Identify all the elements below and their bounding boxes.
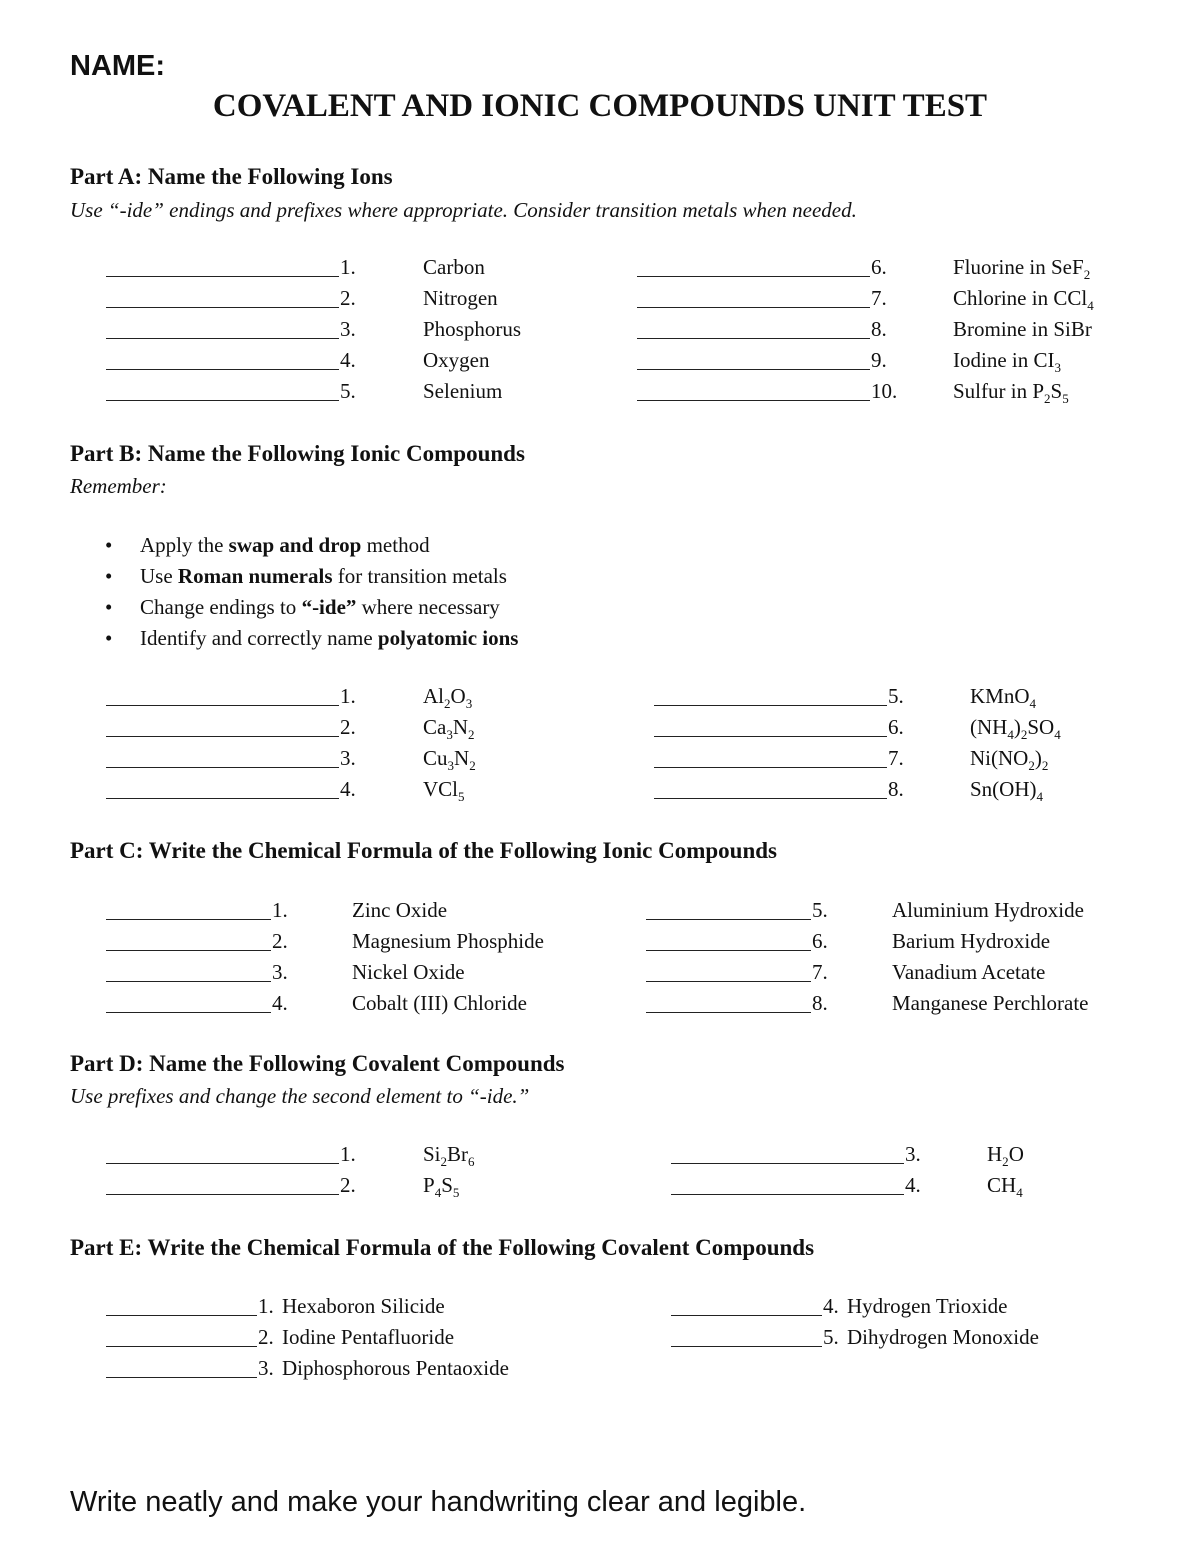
question-prompt: Aluminium Hydroxide xyxy=(892,898,1084,922)
answer-blank[interactable] xyxy=(106,683,339,706)
part-b-instructions: Remember: xyxy=(70,474,167,498)
question-prompt: Nickel Oxide xyxy=(352,960,465,984)
answer-blank[interactable] xyxy=(106,1172,339,1195)
answer-blank[interactable] xyxy=(106,285,339,308)
question-prompt: $Cu_3N_2$ xyxy=(423,746,476,774)
question-number: 1. xyxy=(258,1294,274,1318)
reminder-item: • Identify and correctly name polyatomic ions xyxy=(105,623,518,654)
answer-blank[interactable] xyxy=(671,1293,822,1316)
question-prompt: Nitrogen xyxy=(423,286,498,310)
question-number: 8. xyxy=(812,991,828,1015)
question-number: 6. xyxy=(871,255,887,279)
question-number: 1. xyxy=(340,684,356,708)
answer-blank[interactable] xyxy=(106,745,339,768)
question-number: 4. xyxy=(272,991,288,1015)
question-prompt: Manganese Perchlorate xyxy=(892,991,1089,1015)
question-prompt: $CH_4$ xyxy=(987,1173,1023,1201)
question-number: 9. xyxy=(871,348,887,372)
part-e-heading: Part E: Write the Chemical Formula of the Following Covalent Compounds xyxy=(70,1235,815,1260)
question-number: 2. xyxy=(340,715,356,739)
question-number: 3. xyxy=(340,746,356,770)
question-number: 1. xyxy=(340,1142,356,1166)
question-prompt: $Sn(OH)_4$ xyxy=(970,777,1044,805)
answer-blank[interactable] xyxy=(106,714,339,737)
question-number: 8. xyxy=(871,317,887,341)
part-a-heading: Part A: Name the Following Ions xyxy=(70,164,393,189)
question-prompt: Cobalt (III) Chloride xyxy=(352,991,527,1015)
question-number: 6. xyxy=(888,715,904,739)
question-prompt: $(NH_4)_2SO_4$ xyxy=(970,715,1061,743)
question-prompt: Iodine in $CI_3$ xyxy=(953,348,1061,376)
question-prompt: Oxygen xyxy=(423,348,490,372)
question-number: 5. xyxy=(812,898,828,922)
question-prompt: VCl$_5$ xyxy=(423,777,465,805)
answer-blank[interactable] xyxy=(646,897,811,920)
name-label: NAME: xyxy=(70,50,166,82)
answer-blank[interactable] xyxy=(637,378,870,401)
answer-blank[interactable] xyxy=(106,1324,257,1347)
question-prompt: Zinc Oxide xyxy=(352,898,448,922)
question-number: 10. xyxy=(871,379,898,403)
part-d-heading: Part D: Name the Following Covalent Compounds xyxy=(70,1051,565,1076)
reminder-item: • Apply the swap and drop method xyxy=(105,530,518,561)
answer-blank[interactable] xyxy=(671,1141,904,1164)
question-number: 7. xyxy=(871,286,887,310)
question-number: 5. xyxy=(340,379,356,403)
answer-blank[interactable] xyxy=(106,776,339,799)
question-prompt: Chlorine in CCl$_4$ xyxy=(953,286,1094,314)
question-prompt: Vanadium Acetate xyxy=(892,960,1046,984)
answer-blank[interactable] xyxy=(106,316,339,339)
answer-blank[interactable] xyxy=(637,316,870,339)
question-number: 3. xyxy=(258,1356,274,1380)
answer-blank[interactable] xyxy=(106,959,271,982)
part-c-heading: Part C: Write the Chemical Formula of the Following Ionic Compounds xyxy=(70,838,778,863)
answer-blank[interactable] xyxy=(106,1141,339,1164)
reminder-item: • Change endings to “-ide” where necessary xyxy=(105,592,518,623)
question-number: 4. xyxy=(340,348,356,372)
page-title: COVALENT AND IONIC COMPOUNDS UNIT TEST xyxy=(212,88,988,124)
question-prompt: KMnO$_4$ xyxy=(970,684,1037,712)
question-number: 4. xyxy=(905,1173,921,1197)
question-prompt: $Al_2O_3$ xyxy=(423,684,473,712)
question-number: 4. xyxy=(340,777,356,801)
answer-blank[interactable] xyxy=(654,745,887,768)
question-prompt: $Ca_3N_2$ xyxy=(423,715,475,743)
part-b-reminders xyxy=(105,530,518,654)
question-prompt: Barium Hydroxide xyxy=(892,929,1051,953)
answer-blank[interactable] xyxy=(106,347,339,370)
question-prompt: Carbon xyxy=(423,255,485,279)
question-prompt: Magnesium Phosphide xyxy=(352,929,544,953)
part-a-instructions: Use “-ide” endings and prefixes where appropriate. Consider transition metals when needed. xyxy=(70,198,857,222)
part-b-heading: Part B: Name the Following Ionic Compounds xyxy=(70,441,525,466)
question-number: 1. xyxy=(272,898,288,922)
question-prompt: Selenium xyxy=(423,379,503,403)
question-number: 5. xyxy=(888,684,904,708)
answer-blank[interactable] xyxy=(106,1293,257,1316)
question-number: 3. xyxy=(340,317,356,341)
question-prompt: $P_4S_5$ xyxy=(423,1173,460,1201)
answer-blank[interactable] xyxy=(654,776,887,799)
question-number: 1. xyxy=(340,255,356,279)
answer-blank[interactable] xyxy=(106,254,339,277)
answer-blank[interactable] xyxy=(654,714,887,737)
answer-blank[interactable] xyxy=(106,897,271,920)
answer-blank[interactable] xyxy=(654,683,887,706)
answer-blank[interactable] xyxy=(106,1355,257,1378)
answer-blank[interactable] xyxy=(637,285,870,308)
question-number: 8. xyxy=(888,777,904,801)
question-number: 6. xyxy=(812,929,828,953)
answer-blank[interactable] xyxy=(671,1172,904,1195)
question-prompt: Phosphorus xyxy=(423,317,522,341)
question-number: 2. xyxy=(258,1325,274,1349)
question-prompt: Dihydrogen Monoxide xyxy=(847,1325,1039,1349)
question-number: 2. xyxy=(340,1173,356,1197)
answer-blank[interactable] xyxy=(646,928,811,951)
question-prompt: Sulfur in $P_2S_5$ xyxy=(953,379,1069,407)
question-prompt: $H_2O$ xyxy=(987,1142,1024,1170)
question-prompt: Bromine in SiBr xyxy=(953,317,1092,341)
question-prompt: Hydrogen Trioxide xyxy=(847,1294,1008,1318)
answer-blank[interactable] xyxy=(646,990,811,1013)
question-prompt: Fluorine in SeF$_2$ xyxy=(953,255,1091,283)
answer-blank[interactable] xyxy=(637,254,870,277)
question-prompt: Diphosphorous Pentaoxide xyxy=(282,1356,509,1380)
answer-blank[interactable] xyxy=(106,928,271,951)
question-number: 3. xyxy=(272,960,288,984)
footer-note: Write neatly and make your handwriting clear and legible. xyxy=(70,1486,807,1518)
question-number: 2. xyxy=(340,286,356,310)
question-number: 7. xyxy=(888,746,904,770)
answer-blank[interactable] xyxy=(106,378,339,401)
question-prompt: Iodine Pentafluoride xyxy=(282,1325,455,1349)
answer-blank[interactable] xyxy=(637,347,870,370)
question-prompt: $Ni(NO_2)_2$ xyxy=(970,746,1049,774)
answer-blank[interactable] xyxy=(106,990,271,1013)
question-prompt: Hexaboron Silicide xyxy=(282,1294,445,1318)
question-number: 2. xyxy=(272,929,288,953)
question-number: 4. xyxy=(823,1294,839,1318)
answer-blank[interactable] xyxy=(671,1324,822,1347)
reminder-item: • Use Roman numerals for transition metals xyxy=(105,561,518,592)
answer-blank[interactable] xyxy=(646,959,811,982)
question-number: 3. xyxy=(905,1142,921,1166)
part-d-instructions: Use prefixes and change the second element to “-ide.” xyxy=(70,1084,530,1108)
question-number: 7. xyxy=(812,960,828,984)
question-number: 5. xyxy=(823,1325,839,1349)
question-prompt: $Si_2Br_6$ xyxy=(423,1142,475,1170)
